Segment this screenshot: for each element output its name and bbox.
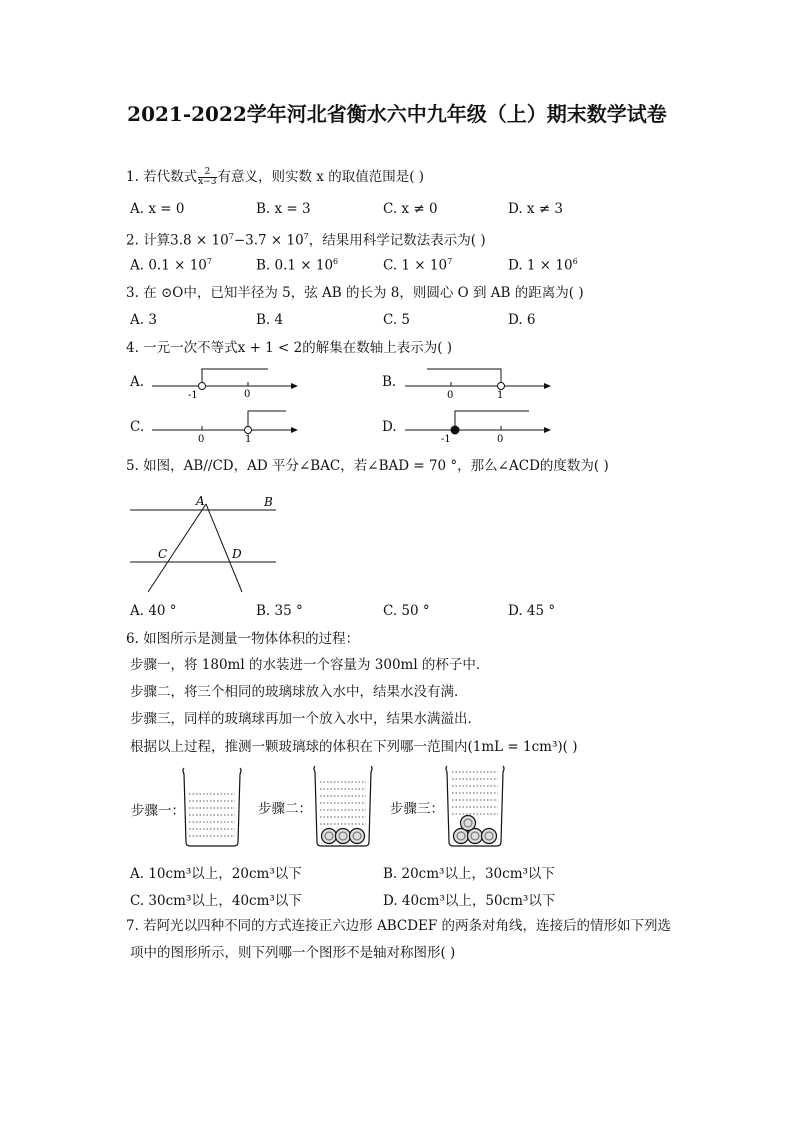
q1-option-c: C. x ≠ 0 — [383, 201, 438, 217]
q5-option-b: B. 35 ° — [256, 603, 303, 619]
parallel-lines-figure — [128, 488, 280, 598]
question-3: 3. 在 ⊙O中，已知半径为 5，弦 AB 的长为 8，则圆心 O 到 AB 的距离为( ) — [126, 285, 584, 301]
q4-option-c-label: C. — [130, 419, 145, 435]
q6-step-1: 步骤一，将 180ml 的水装进一个容量为 300ml 的杯子中． — [130, 657, 490, 673]
q1-fraction — [198, 168, 216, 187]
q2-option-c: C. $1 \times 10^7$ — [383, 257, 453, 274]
q2-part-a: 2. 计算3.8 × 10 — [126, 232, 229, 249]
cup-label-1: 步骤一： — [131, 803, 185, 819]
tick-label: 1 — [245, 434, 252, 444]
number-line-b — [403, 364, 553, 400]
q1-prefix: 1. 若代数式 — [126, 169, 198, 185]
page-title: 2021-2022学年河北省衡水六中九年级（上）期末数学试卷 — [127, 102, 667, 126]
q2-option-b: B. $0.1 \times 10^6$ — [256, 257, 339, 274]
tick-label: 0 — [198, 434, 205, 444]
number-line-c — [150, 408, 300, 444]
q6-option-d: D. 40cm³以上，50cm³以下 — [383, 893, 556, 909]
q3-option-c: C. 5 — [383, 312, 411, 328]
q1-option-a: A. x = 0 — [130, 201, 185, 217]
q1-option-b: B. x = 3 — [256, 201, 311, 217]
q2-part-b: −3.7 × 10 — [233, 232, 304, 249]
q2-option-a: A. $0.1 \times 10^7$ — [130, 257, 212, 274]
q4-option-a-label: A. — [130, 374, 145, 390]
q6-step-2: 步骤二，将三个相同的玻璃球放入水中，结果水没有满． — [130, 684, 468, 700]
cup-step-1 — [180, 766, 244, 848]
q5-option-c: C. 50 ° — [383, 603, 430, 619]
tick-label: 0 — [244, 389, 251, 400]
question-1 — [126, 168, 424, 187]
q6-question: 根据以上过程，推测一颗玻璃球的体积在下列哪一范围内(1mL = 1cm³)( ) — [130, 739, 578, 755]
cup-step-2 — [311, 764, 375, 848]
q6-option-b: B. 20cm³以上，30cm³以下 — [383, 866, 555, 882]
q1-frac-num: 2 — [198, 168, 216, 178]
question-2 — [126, 228, 486, 250]
q2-exp-b: 7 — [303, 232, 309, 241]
q1-frac-den: x−3 — [198, 177, 217, 187]
tick-label: -1 — [188, 390, 198, 400]
q1-option-d: D. x ≠ 3 — [508, 201, 564, 217]
cup-label-3: 步骤三： — [390, 801, 444, 817]
cup-label-2: 步骤二： — [258, 801, 312, 817]
question-6: 6. 如图所示是测量一物体体积的过程： — [126, 631, 360, 647]
number-line-d — [403, 408, 553, 444]
point-label: A — [196, 494, 205, 508]
q1-suffix: 有意义，则实数 x 的取值范围是( ) — [217, 169, 425, 185]
q6-step-3: 步骤三，同样的玻璃球再加一个放入水中，结果水满溢出． — [130, 711, 481, 727]
number-line-a — [150, 364, 300, 400]
tick-label: 0 — [447, 390, 454, 400]
q6-option-c: C. 30cm³以上，40cm³以下 — [130, 893, 302, 909]
q4-option-b-label: B. — [382, 374, 397, 390]
question-4: 4. 一元一次不等式x + 1 < 2的解集在数轴上表示为( ) — [126, 340, 453, 356]
q5-option-a: A. 40 ° — [130, 603, 177, 619]
question-5: 5. 如图，AB//CD，AD 平分∠BAC，若∠BAD = 70 °，那么∠ACD的度数为( ) — [126, 458, 609, 474]
q2-part-c: ，结果用科学记数法表示为( ) — [308, 232, 486, 249]
tick-label: 0 — [497, 434, 504, 444]
tick-label: 1 — [497, 390, 504, 400]
q2-exp-a: 7 — [228, 232, 234, 241]
point-label: C — [158, 547, 168, 561]
cup-step-3 — [443, 764, 507, 848]
q5-option-d: D. 45 ° — [508, 603, 556, 619]
point-label: D — [232, 547, 242, 561]
q6-option-a: A. 10cm³以上，20cm³以下 — [130, 866, 302, 882]
tick-label: -1 — [441, 434, 451, 444]
point-label: B — [264, 495, 273, 509]
question-7-line-2: 项中的图形所示，则下列哪一个图形不是轴对称图形( ) — [130, 945, 456, 961]
question-7-line-1: 7. 若阿光以四种不同的方式连接正六边形 ABCDEF 的两条对角线，连接后的情形如下列选 — [126, 918, 672, 934]
q4-option-d-label: D. — [382, 419, 397, 435]
q3-option-d: D. 6 — [508, 312, 536, 328]
q3-option-b: B. 4 — [256, 312, 284, 328]
q2-option-d: D. $1 \times 10^6$ — [508, 257, 578, 274]
q3-option-a: A. 3 — [130, 312, 157, 328]
